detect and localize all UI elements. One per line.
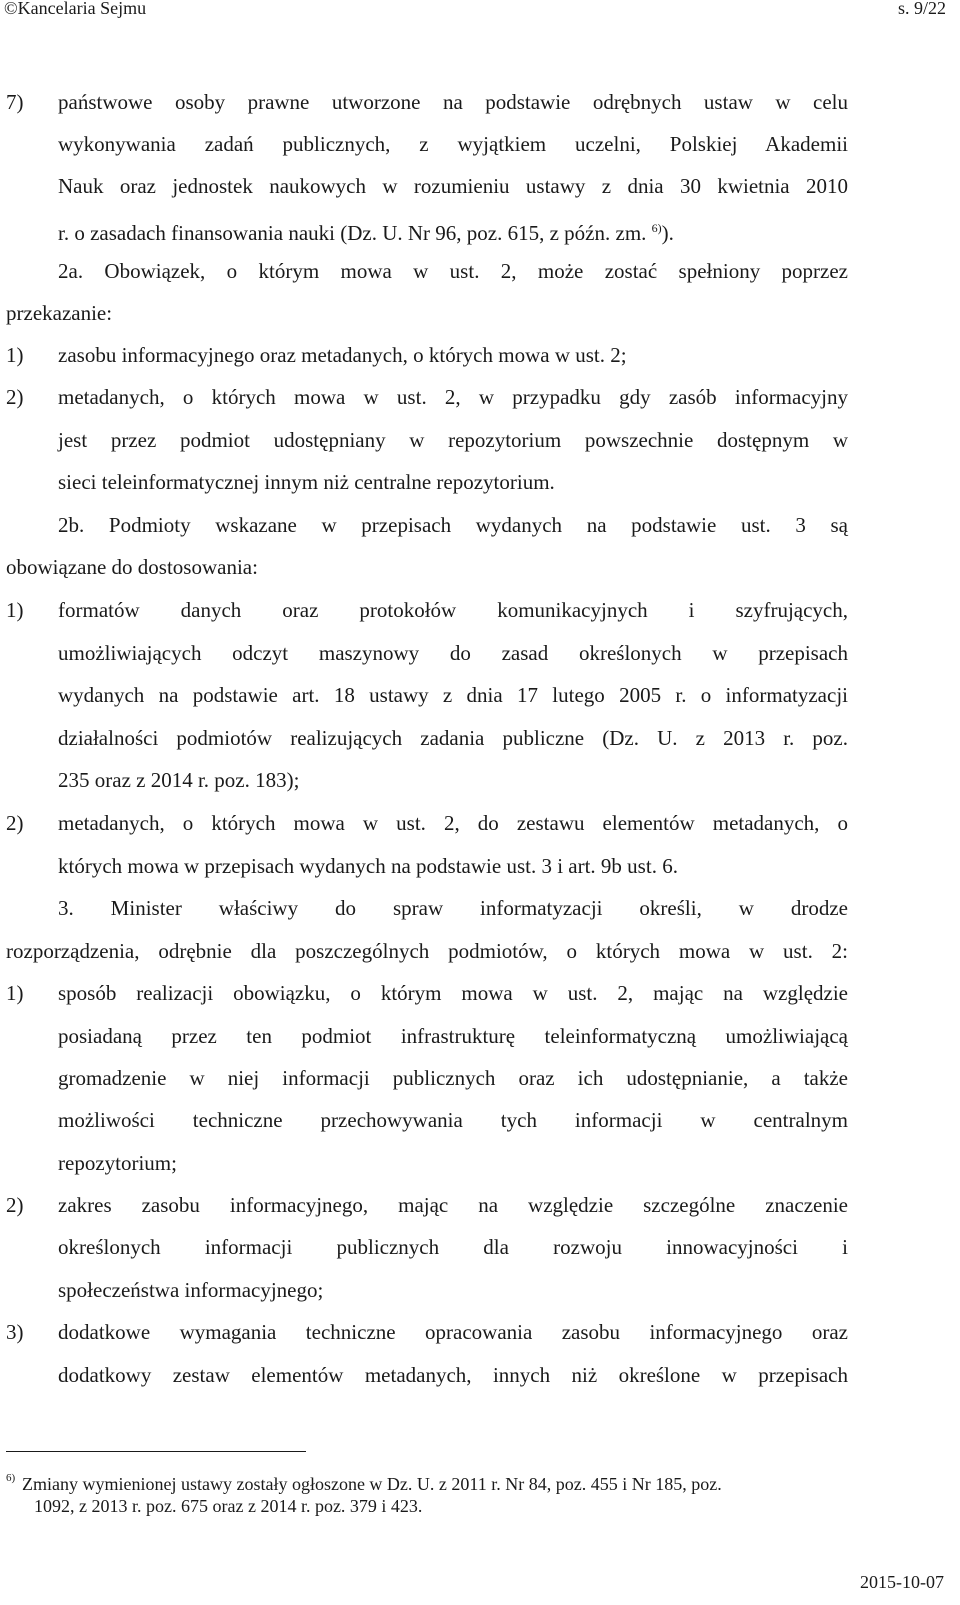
text-line: repozytorium; xyxy=(58,1151,177,1175)
footnote-text: 1092, z 2013 r. poz. 675 oraz z 2014 r. poz. 379 i 423. xyxy=(34,1496,423,1516)
text-line: wykonywania zadań publicznych, z wyjątkiem uczelni, Polskiej Akademii xyxy=(58,132,848,156)
text-line: metadanych, o których mowa w ust. 2, w przypadku gdy zasób informacyjny xyxy=(58,385,848,409)
header-page-number: s. 9/22 xyxy=(897,0,946,18)
text-line: zasobu informacyjnego oraz metadanych, o których mowa w ust. 2; xyxy=(58,343,627,367)
text-line: posiadaną przez ten podmiot infrastrukturę teleinformatyczną umożliwiającą xyxy=(58,1024,848,1048)
text-line: 3. Minister właściwy do spraw informatyzacji określi, w drodze xyxy=(58,896,848,920)
text-line: sieci teleinformatycznej innym niż centralne repozytorium. xyxy=(58,470,555,494)
text-line: r. o zasadach finansowania nauki (Dz. U. Nr 96, poz. 615, z późn. zm. $^{6)}$). xyxy=(58,221,674,245)
text-line: rozporządzenia, odrębnie dla poszczególnych podmiotów, o których mowa w ust. 2: xyxy=(6,939,848,963)
text-line: 2b. Podmioty wskazane w przepisach wydanych na podstawie ust. 3 są xyxy=(58,513,848,537)
list-number: 1) xyxy=(6,598,24,622)
text-line: jest przez podmiot udostępniany w repozytorium powszechnie dostępnym w xyxy=(58,428,848,452)
text-line: umożliwiających odczyt maszynowy do zasad określonych w przepisach xyxy=(58,641,848,665)
text-line: których mowa w przepisach wydanych na podstawie ust. 3 i art. 9b ust. 6. xyxy=(58,854,678,878)
list-number: 2) xyxy=(6,385,24,409)
footnote-text: Zmiany wymienionej ustawy zostały ogłoszone w Dz. U. z 2011 r. Nr 84, poz. 455 i Nr 185, poz. xyxy=(22,1474,722,1494)
list-number: 1) xyxy=(6,343,24,367)
text-line: formatów danych oraz protokołów komunikacyjnych i szyfrujących, xyxy=(58,598,848,622)
text-line: 2a. Obowiązek, o którym mowa w ust. 2, może zostać spełniony poprzez xyxy=(58,259,848,283)
list-number: 7) xyxy=(6,90,24,114)
text-line: określonych informacji publicznych dla rozwoju innowacyjności i xyxy=(58,1235,848,1259)
footnote-ref: 6) xyxy=(651,221,662,235)
text-line: wydanych na podstawie art. 18 ustawy z dnia 17 lutego 2005 r. o informatyzacji xyxy=(58,683,848,707)
text-line: gromadzenie w niej informacji publicznych oraz ich udostępnianie, a także xyxy=(58,1066,848,1090)
text-line: dodatkowy zestaw elementów metadanych, innych niż określone w przepisach xyxy=(58,1363,848,1387)
text-line: państwowe osoby prawne utworzone na podstawie odrębnych ustaw w celu xyxy=(58,90,848,114)
text-line: przekazanie: xyxy=(6,301,113,325)
text-line: sposób realizacji obowiązku, o którym mowa w ust. 2, mając na względzie xyxy=(58,981,848,1005)
text-line: Nauk oraz jednostek naukowych w rozumieniu ustawy z dnia 30 kwietnia 2010 xyxy=(58,174,848,198)
text-line: społeczeństwa informacyjnego; xyxy=(58,1278,324,1302)
text-line: możliwości techniczne przechowywania tych informacji w centralnym xyxy=(58,1108,848,1132)
footer-date: 2015-10-07 xyxy=(860,1572,944,1592)
text-line: działalności podmiotów realizujących zadania publiczne (Dz. U. z 2013 r. poz. xyxy=(58,726,848,750)
list-number: 3) xyxy=(6,1320,24,1344)
list-number: 2) xyxy=(6,1193,24,1217)
text-line: obowiązane do dostosowania: xyxy=(6,555,258,579)
text-line: dodatkowe wymagania techniczne opracowania zasobu informacyjnego oraz xyxy=(58,1320,848,1344)
list-number: 2) xyxy=(6,811,24,835)
footnote-separator xyxy=(6,1451,306,1452)
text-line: metadanych, o których mowa w ust. 2, do zestawu elementów metadanych, o xyxy=(58,811,848,835)
text-line: zakres zasobu informacyjnego, mając na względzie szczególne znaczenie xyxy=(58,1193,848,1217)
header-copyright: ©Kancelaria Sejmu xyxy=(4,0,147,18)
footnote-marker: 6) xyxy=(6,1472,16,1484)
list-number: 1) xyxy=(6,981,24,1005)
text-line: 235 oraz z 2014 r. poz. 183); xyxy=(58,768,300,792)
